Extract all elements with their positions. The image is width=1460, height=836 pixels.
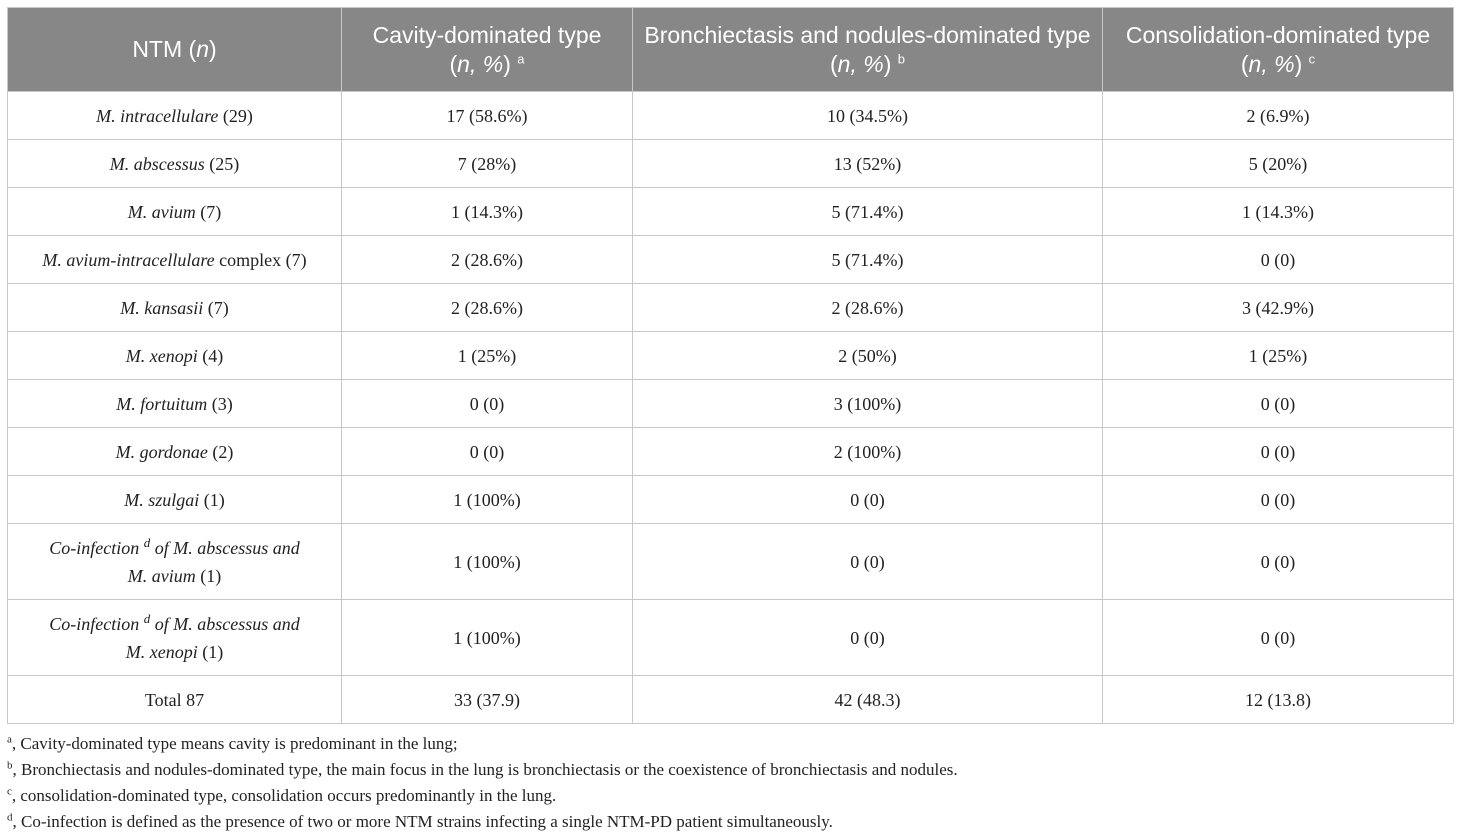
- bronchiectasis-cell: 0 (0): [633, 476, 1103, 524]
- species-cell: Co-infection $^d$ of M. abscessus and M. avium (1): [8, 524, 342, 600]
- consolidation-cell: 2 (6.9%): [1103, 92, 1454, 140]
- cavity-cell: 1 (25%): [342, 332, 633, 380]
- cavity-cell: 17 (58.6%): [342, 92, 633, 140]
- table-row: [8, 332, 1454, 380]
- bronchiectasis-cell: 0 (0): [633, 524, 1103, 600]
- cavity-cell: 33 (37.9): [342, 676, 633, 724]
- table-row: [8, 428, 1454, 476]
- cavity-cell: 1 (14.3%): [342, 188, 633, 236]
- table-row: [8, 92, 1454, 140]
- cavity-cell: 1 (100%): [342, 476, 633, 524]
- bronchiectasis-cell: 10 (34.5%): [633, 92, 1103, 140]
- consolidation-cell: 0 (0): [1103, 380, 1454, 428]
- bronchiectasis-cell: 3 (100%): [633, 380, 1103, 428]
- footnote-d: $^d$, Co-infection is defined as the presence of two or more NTM strains infecting a single NTM-PD patient simultaneously.: [7, 811, 833, 831]
- cavity-cell: 0 (0): [342, 428, 633, 476]
- species-cell: M. avium (7): [8, 188, 342, 236]
- consolidation-cell: 0 (0): [1103, 524, 1454, 600]
- cavity-cell: 2 (28.6%): [342, 284, 633, 332]
- consolidation-cell: 12 (13.8): [1103, 676, 1454, 724]
- bronchiectasis-cell: 2 (50%): [633, 332, 1103, 380]
- table-row: [8, 284, 1454, 332]
- bronchiectasis-cell: 0 (0): [633, 600, 1103, 676]
- bronchiectasis-cell: 42 (48.3): [633, 676, 1103, 724]
- cavity-cell: 0 (0): [342, 380, 633, 428]
- footnote-b: $^b$, Bronchiectasis and nodules-dominated type, the main focus in the lung is bronchiectasis or the coexistence of bronchiectasis and nodules.: [7, 759, 958, 779]
- footnotes: [7, 731, 1447, 835]
- ntm-table: [7, 7, 1454, 724]
- header-ntm: NTM (n): [8, 8, 342, 92]
- bronchiectasis-cell: 5 (71.4%): [633, 188, 1103, 236]
- bronchiectasis-cell: 13 (52%): [633, 140, 1103, 188]
- bronchiectasis-cell: 5 (71.4%): [633, 236, 1103, 284]
- table-row: [8, 524, 1454, 600]
- species-cell: M. kansasii (7): [8, 284, 342, 332]
- header-row: [8, 8, 1454, 92]
- consolidation-cell: 5 (20%): [1103, 140, 1454, 188]
- cavity-cell: 1 (100%): [342, 600, 633, 676]
- consolidation-cell: 0 (0): [1103, 476, 1454, 524]
- consolidation-cell: 1 (25%): [1103, 332, 1454, 380]
- table-row: [8, 236, 1454, 284]
- cavity-cell: 7 (28%): [342, 140, 633, 188]
- species-cell: M. intracellulare (29): [8, 92, 342, 140]
- cavity-cell: 2 (28.6%): [342, 236, 633, 284]
- header-cavity: Cavity-dominated type (n, %) $^a$: [342, 8, 633, 92]
- total-row: [8, 676, 1454, 724]
- consolidation-cell: 3 (42.9%): [1103, 284, 1454, 332]
- species-cell: M. szulgai (1): [8, 476, 342, 524]
- species-cell: M. gordonae (2): [8, 428, 342, 476]
- species-cell: M. xenopi (4): [8, 332, 342, 380]
- consolidation-cell: 1 (14.3%): [1103, 188, 1454, 236]
- table-row: [8, 600, 1454, 676]
- table-row: [8, 140, 1454, 188]
- species-cell: Co-infection $^d$ of M. abscessus and M. xenopi (1): [8, 600, 342, 676]
- footnote-c: $^c$, consolidation-dominated type, consolidation occurs predominantly in the lung.: [7, 785, 557, 805]
- table-row: [8, 188, 1454, 236]
- header-bronchiectasis: Bronchiectasis and nodules-dominated type (n, %) $^b$: [633, 8, 1103, 92]
- consolidation-cell: 0 (0): [1103, 236, 1454, 284]
- total-label: Total 87: [8, 676, 342, 724]
- table-row: [8, 380, 1454, 428]
- header-consolidation: Consolidation-dominated type (n, %) $^c$: [1103, 8, 1454, 92]
- bronchiectasis-cell: 2 (28.6%): [633, 284, 1103, 332]
- species-cell: M. abscessus (25): [8, 140, 342, 188]
- bronchiectasis-cell: 2 (100%): [633, 428, 1103, 476]
- footnote-a: $^a$, Cavity-dominated type means cavity is predominant in the lung;: [7, 733, 458, 753]
- species-cell: M. avium-intracellulare complex (7): [8, 236, 342, 284]
- consolidation-cell: 0 (0): [1103, 428, 1454, 476]
- species-cell: M. fortuitum (3): [8, 380, 342, 428]
- cavity-cell: 1 (100%): [342, 524, 633, 600]
- consolidation-cell: 0 (0): [1103, 600, 1454, 676]
- table-row: [8, 476, 1454, 524]
